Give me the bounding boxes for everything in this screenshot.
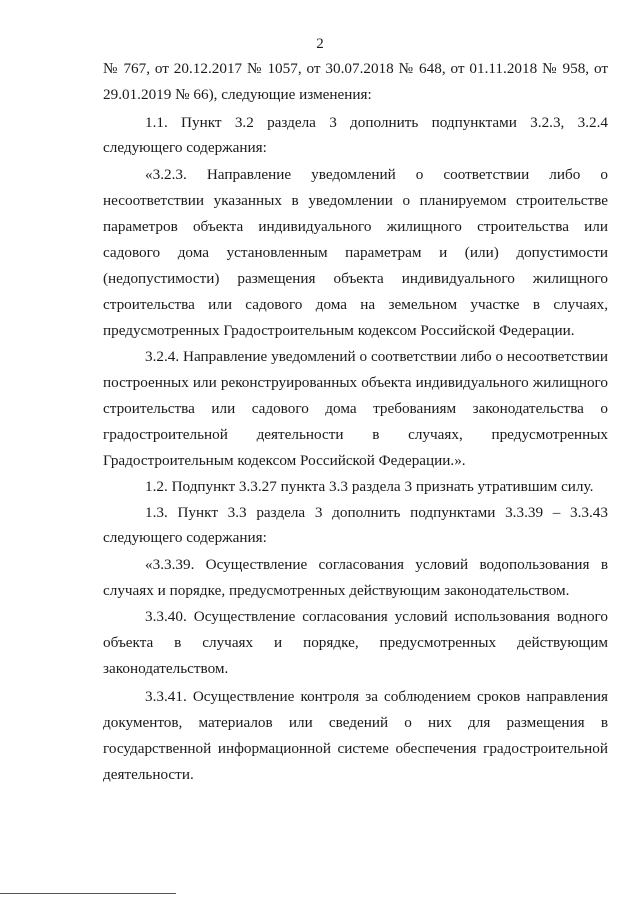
text-line: «3.3.39. Осуществление согласования условий водопользования в [145,556,608,573]
footer-divider [0,893,176,894]
text-line: 1.1. Пункт 3.2 раздела 3 дополнить подпунктами 3.2.3, 3.2.4 [145,114,608,131]
text-line: объекта в случаях и порядке, предусмотренных действующим [103,634,608,651]
text-line: следующего содержания: [103,529,267,546]
text-line: 29.01.2019 № 66), следующие изменения: [103,86,372,103]
text-line: случаях и порядке, предусмотренных действующим законодательством. [103,582,570,599]
text-line: следующего содержания: [103,139,267,156]
text-line: 1.3. Пункт 3.3 раздела 3 дополнить подпунктами 3.3.39 – 3.3.43 [145,504,608,521]
text-line: строительства или садового дома требованиям законодательства о [103,400,608,417]
text-line: государственной информационной системе обеспечения градостроительной [103,740,608,757]
text-line: садового дома установленным параметрам и (или) допустимости [103,244,608,261]
page-number: 2 [316,36,324,52]
text-line: построенных или реконструированных объекта индивидуального жилищного [103,374,608,391]
text-line: 3.2.4. Направление уведомлений о соответствии либо о несоответствии [145,348,608,365]
text-line: № 767, от 20.12.2017 № 1057, от 30.07.2018 № 648, от 01.11.2018 № 958, от [103,60,608,77]
text-line: параметров объекта индивидуального жилищного строительства или [103,218,608,235]
text-line: 1.2. Подпункт 3.3.27 пункта 3.3 раздела 3 признать утратившим силу. [145,478,594,495]
text-line: градостроительной деятельности в случаях, предусмотренных [103,426,608,443]
text-line: деятельности. [103,766,194,783]
text-line: 3.3.40. Осуществление согласования условий использования водного [145,608,608,625]
text-line: несоответствии указанных в уведомлении о планируемом строительстве [103,192,608,209]
text-line: документов, материалов или сведений о них для размещения в [103,714,608,731]
text-line: предусмотренных Градостроительным кодексом Российской Федерации. [103,322,575,339]
text-line: законодательством. [103,660,229,677]
text-line: (недопустимости) размещения объекта индивидуального жилищного [103,270,608,287]
text-line: «3.2.3. Направление уведомлений о соответствии либо о [145,166,608,183]
text-line: 3.3.41. Осуществление контроля за соблюдением сроков направления [145,688,608,705]
text-line: строительства или садового дома на земельном участке в случаях, [103,296,608,313]
text-line: Градостроительным кодексом Российской Федерации.». [103,452,466,469]
